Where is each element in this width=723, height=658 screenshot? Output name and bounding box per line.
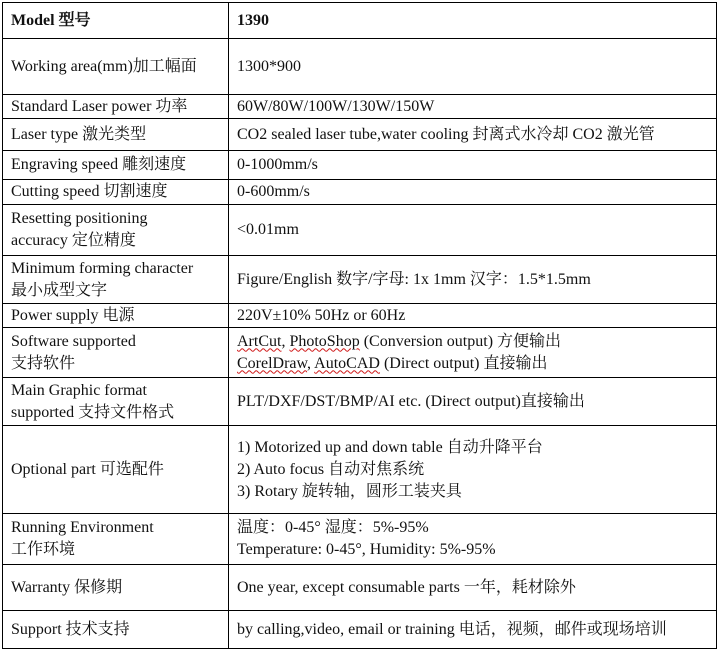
- table-row: [3, 151, 717, 180]
- spec-value: CO2 sealed laser tube,water cooling 封离式水冷却 CO2 激光管: [229, 119, 717, 151]
- spec-key: Resetting positioning accuracy 定位精度: [3, 205, 229, 256]
- table-row-model: [3, 3, 717, 39]
- spec-key: Engraving speed 雕刻速度: [3, 151, 229, 180]
- spec-value: One year, except consumable parts 一年，耗材除外: [229, 565, 717, 611]
- spec-value: 1) Motorized up and down table 自动升降平台 2) Auto focus 自动对焦系统 3) Rotary 旋转轴，圆形工装夹具: [229, 426, 717, 514]
- spec-key: Standard Laser power 功率: [3, 95, 229, 119]
- table-row: [3, 378, 717, 426]
- spec-value: 温度：0-45° 湿度：5%-95% Temperature: 0-45°, Humidity: 5%-95%: [229, 514, 717, 565]
- spec-value: [229, 328, 717, 378]
- spec-value: 0-1000mm/s: [229, 151, 717, 180]
- table-row: [3, 304, 717, 328]
- table-row: [3, 256, 717, 304]
- spec-value: 1300*900: [229, 39, 717, 95]
- spec-value: by calling,video, email or training 电话，视频，邮件或现场培训: [229, 611, 717, 649]
- spec-table: [2, 2, 717, 649]
- table-row: [3, 119, 717, 151]
- spec-key: Cutting speed 切割速度: [3, 180, 229, 205]
- spec-value: <0.01mm: [229, 205, 717, 256]
- table-row: [3, 611, 717, 649]
- spec-key: Power supply 电源: [3, 304, 229, 328]
- spec-key: Running Environment 工作环境: [3, 514, 229, 565]
- spec-value: PLT/DXF/DST/BMP/AI etc. (Direct output)直接输出: [229, 378, 717, 426]
- spec-sheet: [2, 2, 717, 649]
- spec-value: 220V±10% 50Hz or 60Hz: [229, 304, 717, 328]
- model-label: Model 型号: [3, 3, 229, 39]
- software-line: CorelDraw, AutoCAD (Direct output) 直接输出: [237, 354, 548, 372]
- table-row: [3, 514, 717, 565]
- software-line: ArtCut, PhotoShop (Conversion output) 方便输出: [237, 332, 562, 350]
- spec-value: 0-600mm/s: [229, 180, 717, 205]
- spec-key: Warranty 保修期: [3, 565, 229, 611]
- model-value: 1390: [229, 3, 717, 39]
- spec-key: Minimum forming character 最小成型文字: [3, 256, 229, 304]
- spec-value: Figure/English 数字/字母: 1x 1mm 汉字：1.5*1.5mm: [229, 256, 717, 304]
- table-row: [3, 565, 717, 611]
- spec-key: Support 技术支持: [3, 611, 229, 649]
- spec-key: Laser type 激光类型: [3, 119, 229, 151]
- spec-key: Working area(mm)加工幅面: [3, 39, 229, 95]
- table-row: [3, 39, 717, 95]
- spec-value: 60W/80W/100W/130W/150W: [229, 95, 717, 119]
- table-row: [3, 328, 717, 378]
- table-row: [3, 205, 717, 256]
- spec-key: Main Graphic format supported 支持文件格式: [3, 378, 229, 426]
- spec-key: Software supported 支持软件: [3, 328, 229, 378]
- table-row: [3, 95, 717, 119]
- spec-key: Optional part 可选配件: [3, 426, 229, 514]
- table-row: [3, 180, 717, 205]
- table-row: [3, 426, 717, 514]
